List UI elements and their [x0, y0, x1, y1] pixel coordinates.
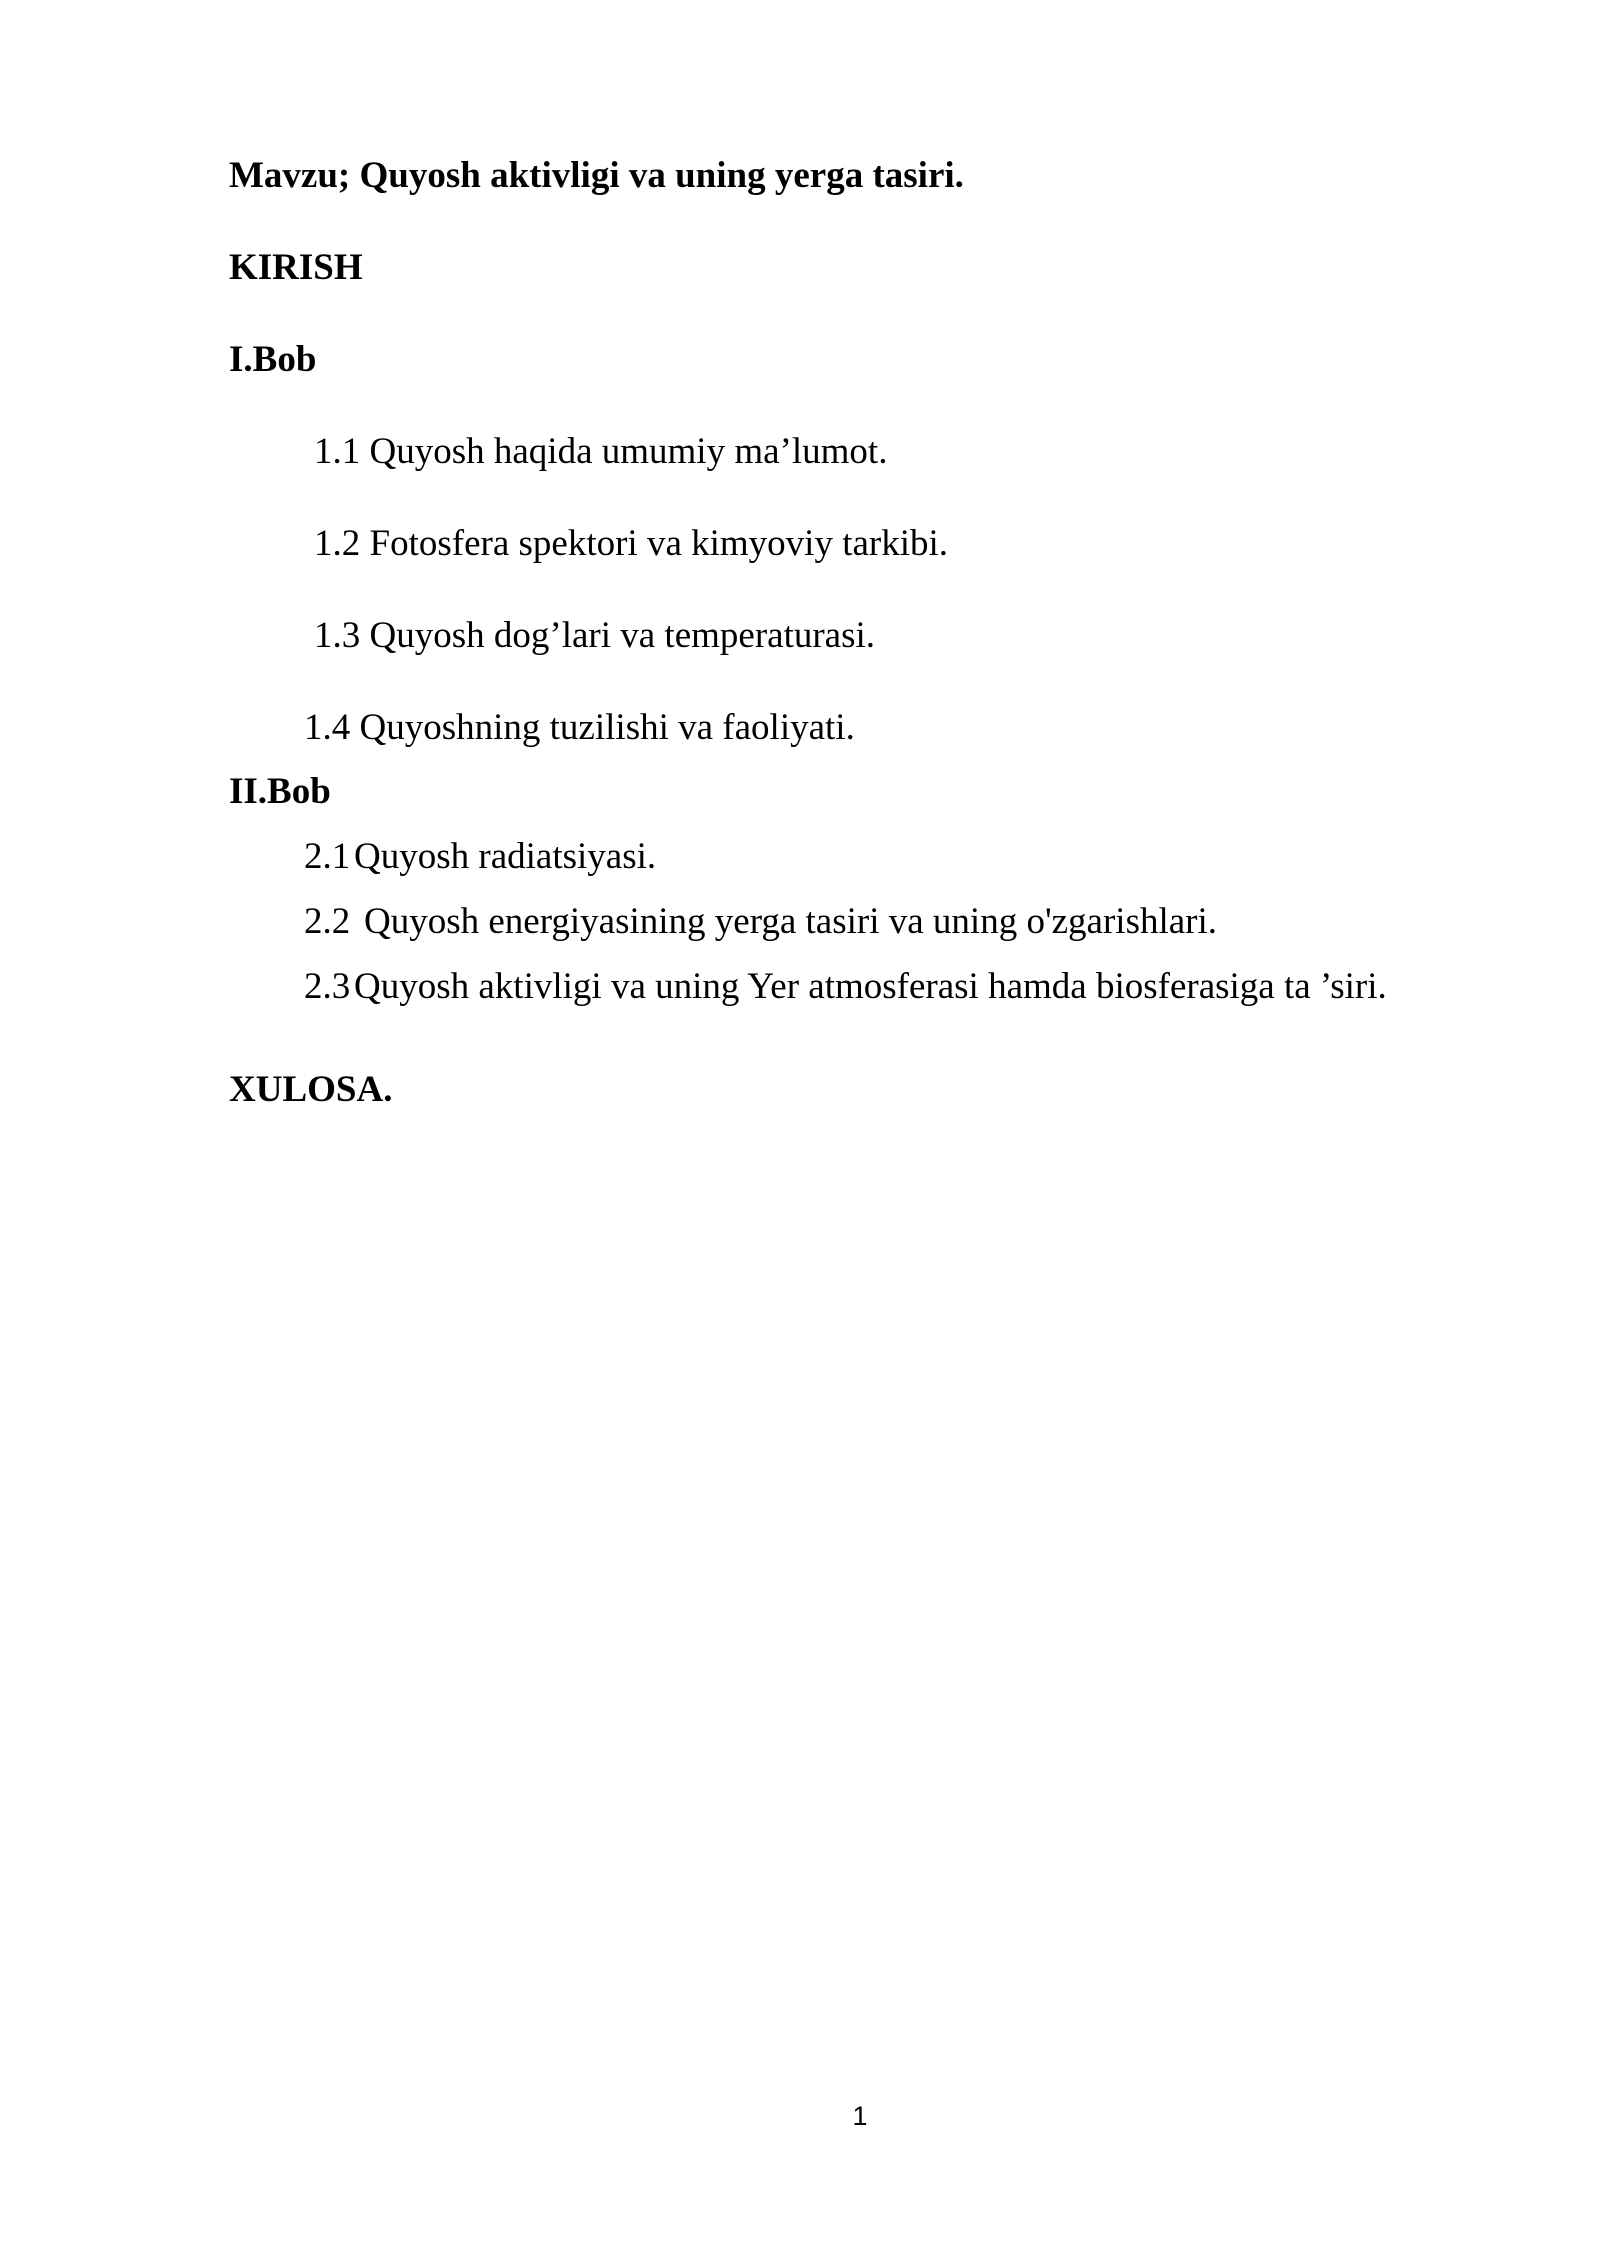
toc-item-2-1	[304, 835, 656, 879]
toc-item-text: Quyosh energiyasining yerga tasiri va uning o'zgarishlari.	[364, 901, 1218, 942]
toc-item-1-2	[314, 522, 948, 566]
toc-item-number: 1.4	[304, 707, 351, 748]
toc-item-number: 1.2	[314, 523, 361, 564]
toc-item-text: Quyosh aktivligi va uning Yer atmosferasi hamda biosferasiga ta ’siri.	[354, 966, 1387, 1007]
toc-item-1-1	[314, 430, 887, 474]
toc-item-2-2	[304, 900, 1217, 944]
toc-item-text: Fotosfera spektori va kimyoviy tarkibi.	[369, 523, 949, 564]
toc-item-text: Quyosh dog’lari va temperaturasi.	[369, 615, 876, 656]
toc-item-number: 1.1	[314, 431, 361, 472]
chapter-2-title: II.Bob	[229, 771, 331, 812]
toc-item-1-4	[304, 706, 855, 750]
toc-item-text: Quyosh haqida umumiy ma’lumot.	[369, 431, 888, 472]
toc-item-2-3	[304, 965, 1387, 1009]
page-number: 1	[852, 2101, 868, 2131]
chapter-1-title: I.Bob	[229, 339, 317, 380]
toc-item-text: Quyoshning tuzilishi va faoliyati.	[359, 707, 855, 748]
intro-heading: KIRISH	[229, 247, 363, 288]
conclusion-heading: XULOSA.	[229, 1069, 393, 1110]
topic-heading: Mavzu; Quyosh aktivligi va uning yerga tasiri.	[229, 155, 964, 196]
toc-item-text: Quyosh radiatsiyasi.	[354, 836, 657, 877]
toc-item-number: 2.2	[304, 901, 351, 942]
toc-item-1-3	[314, 614, 875, 658]
toc-item-number: 1.3	[314, 615, 361, 656]
toc-item-number: 2.1	[304, 836, 351, 877]
toc-item-number: 2.3	[304, 966, 351, 1007]
